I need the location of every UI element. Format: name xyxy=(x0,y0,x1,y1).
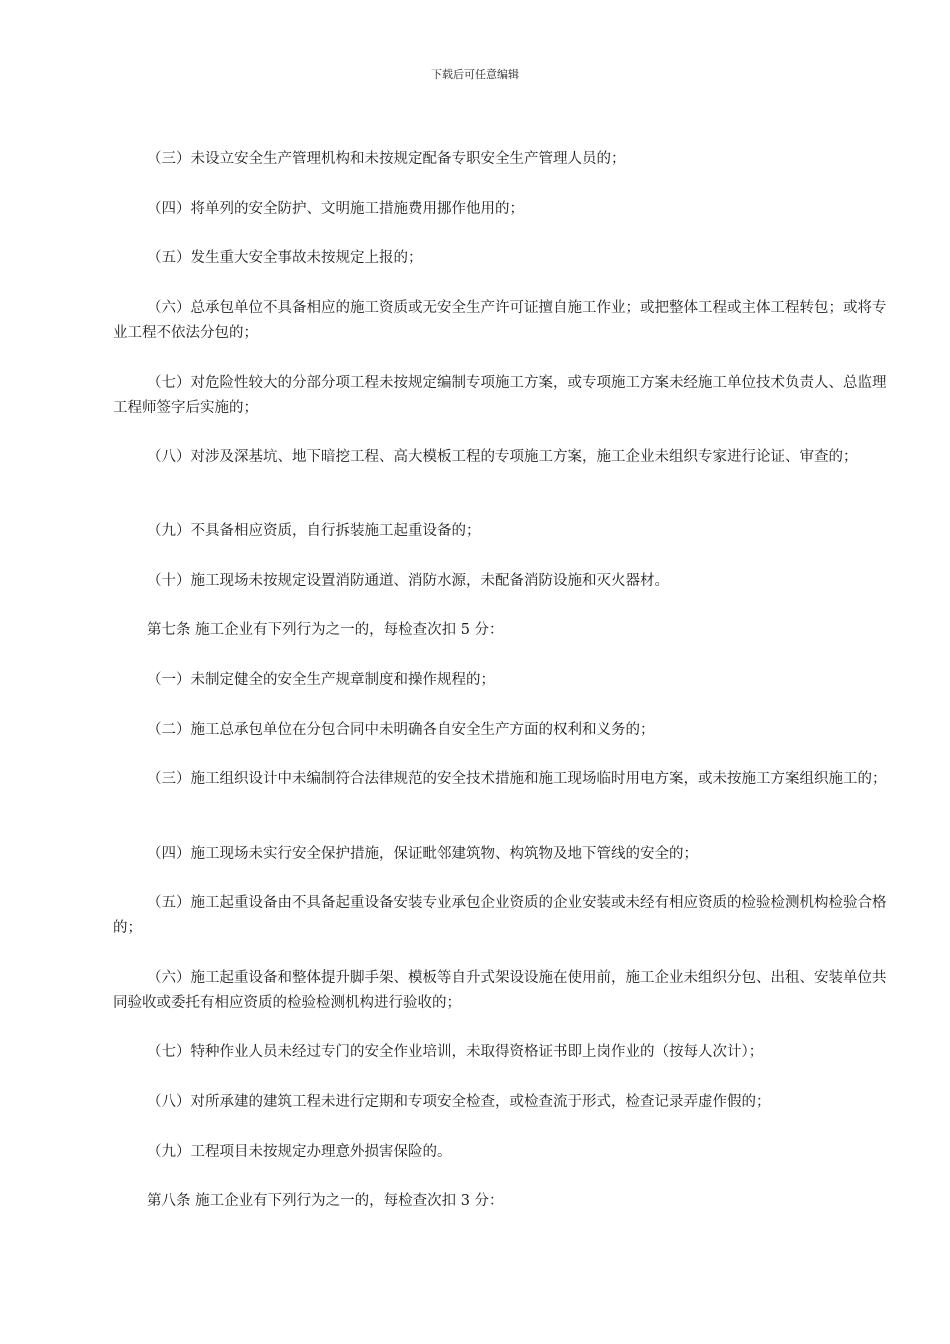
paragraph-a7-item-6: （六）施工起重设备和整体提升脚手架、模板等自升式架设设施在使用前，施工企业未组织分包、出租、安装单位共同验收或委托有相应资质的检验检测机构进行验收的； xyxy=(113,970,887,1011)
paragraph-a7-item-5: （五）施工起重设备由不具备起重设备安装专业承包企业资质的企业安装或未经有相应资质的检验检测机构检验合格的； xyxy=(113,895,887,936)
paragraph-item-4: （四）将单列的安全防护、文明施工措施费用挪作他用的； xyxy=(147,201,524,217)
paragraph-item-3: （三）未设立安全生产管理机构和未按规定配备专职安全生产管理人员的； xyxy=(147,151,626,167)
paragraph-item-10: （十）施工现场未按规定设置消防通道、消防水源，未配备消防设施和灭火器材。 xyxy=(147,573,669,589)
article-8-heading: 第八条 施工企业有下列行为之一的，每检查次扣 3 分： xyxy=(147,1193,504,1209)
paragraph-a7-item-7: （七）特种作业人员未经过专门的安全作业培训，未取得资格证书即上岗作业的（按每人次计）； xyxy=(147,1044,764,1060)
paragraph-a7-item-3: （三）施工组织设计中未编制符合法律规范的安全技术措施和施工现场临时用电方案，或未按施工方案组织施工的； xyxy=(147,771,887,787)
page-header-note: 下载后可任意编辑 xyxy=(431,68,519,81)
paragraph-a7-item-1: （一）未制定健全的安全生产规章制度和操作规程的； xyxy=(147,672,495,688)
paragraph-item-5: （五）发生重大安全事故未按规定上报的； xyxy=(147,250,423,266)
paragraph-a7-item-4: （四）施工现场未实行安全保护措施，保证毗邻建筑物、构筑物及地下管线的安全的； xyxy=(147,846,698,862)
paragraph-item-6: （六）总承包单位不具备相应的施工资质或无安全生产许可证擅自施工作业；或把整体工程或主体工程转包；或将专业工程不依法分包的； xyxy=(113,300,887,341)
paragraph-a7-item-2: （二）施工总承包单位在分包合同中未明确各自安全生产方面的权利和义务的； xyxy=(147,722,655,738)
paragraph-item-9: （九）不具备相应资质，自行拆装施工起重设备的； xyxy=(147,523,481,539)
paragraph-item-7: （七）对危险性较大的分部分项工程未按规定编制专项施工方案，或专项施工方案未经施工单位技术负责人、总监理工程师签字后实施的； xyxy=(113,375,887,416)
paragraph-item-8: （八）对涉及深基坑、地下暗挖工程、高大模板工程的专项施工方案，施工企业未组织专家进行论证、审查的； xyxy=(147,449,858,465)
paragraph-a7-item-8: （八）对所承建的建筑工程未进行定期和专项安全检查，或检查流于形式，检查记录弄虚作假的； xyxy=(147,1094,771,1110)
paragraph-a7-item-9: （九）工程项目未按规定办理意外损害保险的。 xyxy=(147,1144,452,1160)
article-7-heading: 第七条 施工企业有下列行为之一的，每检查次扣 5 分： xyxy=(147,622,504,638)
